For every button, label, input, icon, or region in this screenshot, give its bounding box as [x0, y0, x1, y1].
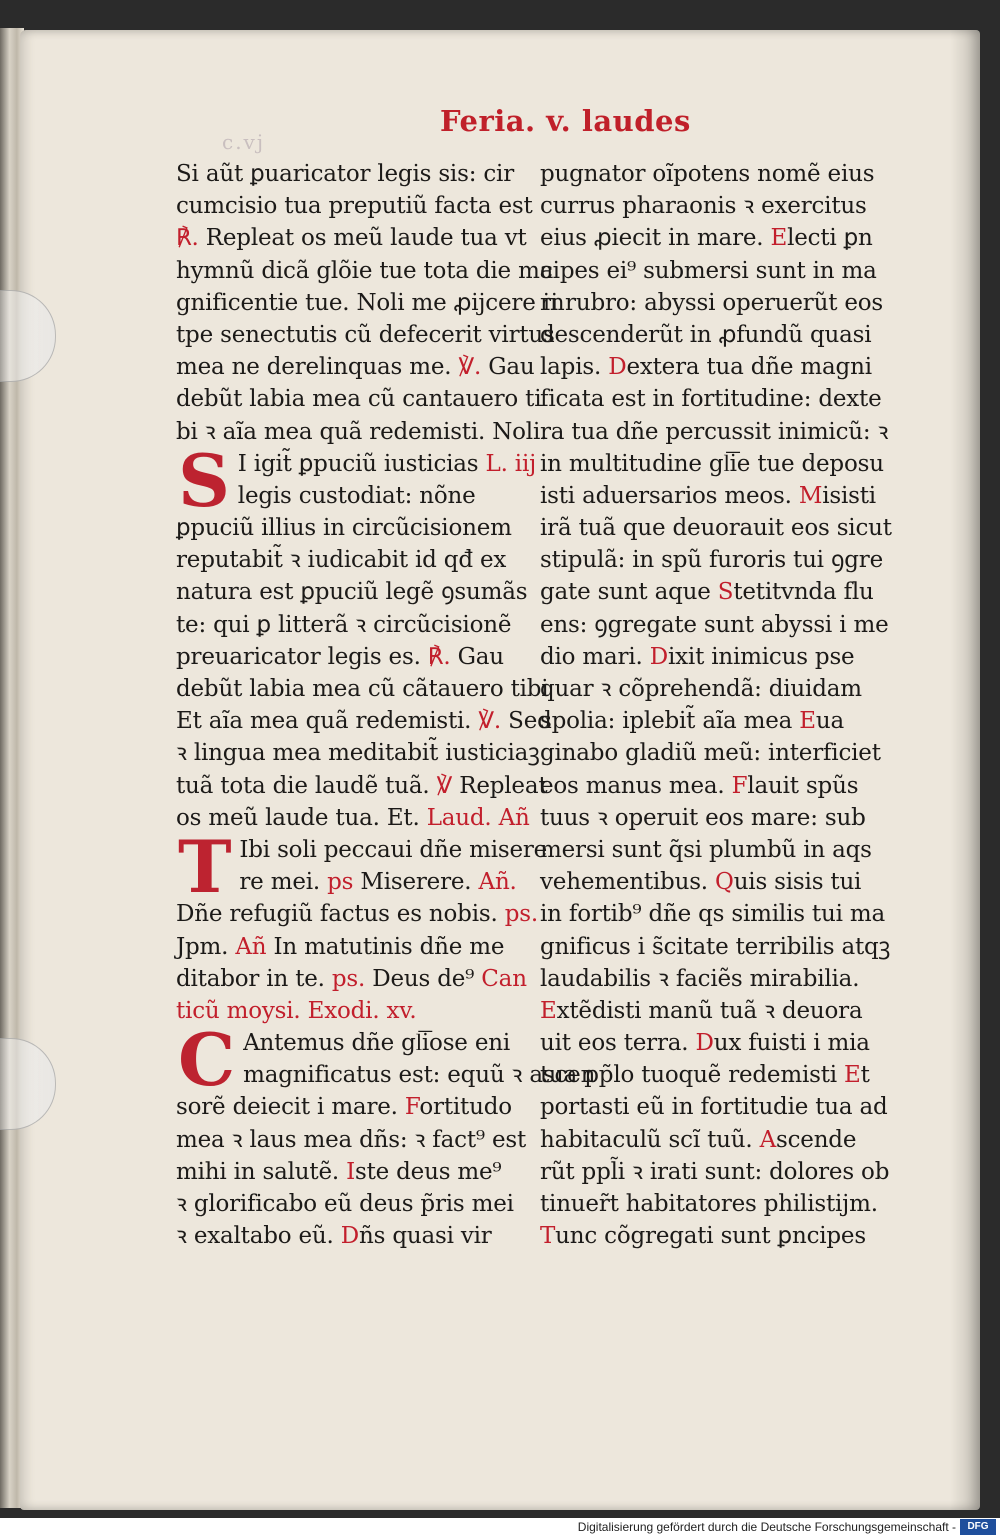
body-text: currus pharaonis ꝛ exercitus — [540, 193, 867, 220]
body-text: laudabilis ꝛ faciẽs mirabilia. — [540, 965, 860, 992]
text-line — [540, 737, 881, 769]
body-text: extera tua dñe magni — [626, 354, 872, 381]
text-line — [540, 705, 872, 737]
body-text: debũt labia mea cũ cãtauero tibi — [176, 676, 549, 702]
body-text: gate sunt aque — [540, 579, 718, 606]
text-line — [540, 480, 876, 512]
text-line — [176, 1124, 527, 1156]
body-text: eos manus mea. — [540, 772, 732, 799]
text-line — [176, 512, 518, 544]
body-text: habitaculũ scĩ tuũ. — [540, 1126, 760, 1153]
body-text: bi ꝛ aĩa mea quã redemisti. Noli. — [176, 418, 548, 445]
page-number: c.vj — [222, 130, 266, 154]
rubric-text: D — [340, 1223, 359, 1250]
body-text: Dñe refugiũ factus es nobis. — [176, 901, 505, 928]
body-text: tuã tota die laudẽ tuã. — [176, 772, 437, 799]
body-text: isti aduersarios meos. — [540, 482, 799, 509]
text-line — [176, 1156, 518, 1188]
body-text: quar ꝛ cõprehendã: diuidam — [540, 676, 862, 702]
body-text: hymnũ dicã glõie tue tota die ma — [176, 257, 554, 284]
text-line — [540, 641, 872, 673]
text-line — [176, 158, 518, 190]
text-line — [540, 383, 882, 415]
body-text: Gau — [481, 354, 535, 381]
body-text: descenderũt in ꝓfundũ quasi — [540, 321, 872, 348]
text-line — [540, 1124, 872, 1156]
rubric-text: E — [844, 1062, 861, 1089]
text-line — [540, 1027, 872, 1059]
rubric-text: E — [799, 708, 816, 735]
body-text: isisti — [822, 482, 876, 509]
body-text: rũt ppl̃i ꝛ irati sunt: dolores ob — [540, 1158, 890, 1185]
text-line — [540, 1091, 888, 1123]
rubric-text: D — [608, 354, 627, 381]
text-line — [176, 576, 528, 608]
body-text: in multitudine gl͞ie tue deposu — [540, 450, 884, 477]
rubric-text: E — [770, 225, 788, 252]
text-line — [176, 1220, 518, 1252]
body-text: pugnator oĩpotens nomẽ eius — [540, 161, 875, 187]
body-text: Ibi soli peccaui dñe misere — [239, 836, 548, 863]
initial-capital: S — [178, 437, 230, 523]
footer-credit: Digitalisierung gefördert durch die Deutsche Forschungsgemeinschaft - — [577, 1520, 956, 1534]
text-line — [540, 963, 872, 995]
text-line — [540, 1220, 872, 1252]
body-text: t — [860, 1062, 870, 1089]
text-line — [540, 995, 872, 1027]
body-text: dio mari. — [540, 643, 650, 670]
text-line — [540, 416, 889, 448]
body-text: Antemus dñe gl͞iose eni — [243, 1030, 511, 1057]
body-text: mersi sunt q̃si plumbũ in aqs — [540, 836, 872, 863]
body-text: tpe senectutis cũ defecerit virtus — [176, 321, 555, 348]
text-line — [540, 158, 875, 190]
text-line — [176, 190, 533, 222]
rubric-text: F — [731, 772, 748, 799]
text-line — [540, 931, 891, 963]
body-text: ua — [815, 708, 845, 735]
text-line — [176, 963, 527, 995]
body-text: Repleat — [452, 772, 548, 799]
text-line — [176, 898, 538, 930]
body-text: mihi in salutẽ. — [176, 1158, 347, 1185]
body-text: ditabor in te. — [176, 965, 332, 992]
text-line — [176, 222, 527, 254]
rubric-text: L. iij — [485, 450, 537, 477]
text-line — [176, 737, 540, 769]
body-text: tinuer̃t habitatores philistijm. — [540, 1191, 878, 1217]
text-line — [540, 319, 872, 351]
text-line — [540, 544, 883, 576]
body-text: ens: ꝯgregate sunt abyssi i me — [540, 611, 889, 638]
text-line — [176, 255, 554, 287]
body-text: ixit inimicus pse — [667, 643, 855, 670]
text-line — [176, 351, 535, 383]
rubric-text: ℣. — [458, 354, 482, 381]
text-line — [176, 673, 549, 705]
text-line — [176, 287, 565, 319]
rubric-text: E — [540, 997, 557, 1024]
text-line — [176, 319, 555, 351]
rubric-text: ps. — [504, 901, 538, 928]
text-line — [176, 609, 518, 641]
text-column-right — [540, 158, 892, 1252]
body-text: sorẽ deiecit i mare. — [176, 1094, 405, 1121]
running-head: Feria. v. laudes — [440, 104, 691, 138]
text-line — [176, 705, 552, 737]
body-text: I igit̃ ꝑpuciũ iusticias — [237, 450, 486, 477]
body-text: mea ne derelinquas me. — [176, 354, 459, 381]
rubric-text: ticũ moysi. Exodi. xv. — [176, 997, 417, 1024]
body-text: reputabit̃ ꝛ iudicabit id qđ ex — [176, 547, 507, 574]
text-line — [540, 1156, 890, 1188]
rubric-text: ℣. — [478, 708, 502, 735]
text-line — [540, 190, 872, 222]
body-text: tua pp̃lo tuoquẽ redemisti — [540, 1062, 845, 1089]
rubric-text: M — [798, 482, 823, 509]
text-line — [540, 866, 872, 898]
text-line — [540, 287, 884, 319]
body-text: ux fuisti i mia — [713, 1030, 870, 1057]
text-line — [176, 1188, 518, 1220]
rubric-text: Añ — [235, 933, 267, 960]
body-text: Gau — [450, 643, 504, 670]
rubric-text: Laud. Añ — [426, 804, 530, 831]
body-text: lecti ꝑn — [787, 225, 873, 252]
rubric-text: ℟. — [176, 225, 206, 252]
text-line — [540, 1059, 872, 1091]
text-line — [176, 544, 518, 576]
rubric-text: Añ. — [478, 869, 517, 896]
dfg-logo: DFG — [960, 1519, 996, 1535]
body-text: lauit spũs — [747, 772, 859, 799]
body-text: tetitvnda flu — [733, 579, 874, 606]
text-line — [540, 1188, 878, 1220]
body-text: ꝑpuciũ illius in circũcisionem — [176, 515, 512, 542]
body-text: portasti eũ in fortitudie tua ad — [540, 1094, 888, 1121]
body-text: ri rubro: abyssi operuerũt eos — [540, 289, 884, 316]
text-line — [540, 673, 872, 705]
body-text: ꝛ glorificabo eũ deus p̃ris mei — [176, 1191, 514, 1217]
body-text: natura est ꝑpuciũ legẽ ꝯsumãs — [176, 579, 528, 606]
body-text: preuaricator legis es. — [176, 643, 428, 670]
rubric-text: F — [404, 1094, 420, 1121]
text-line — [540, 576, 872, 608]
body-text: uit eos terra. — [540, 1030, 696, 1057]
rubric-text: D — [695, 1030, 714, 1057]
text-line — [540, 770, 872, 802]
text-line — [540, 898, 885, 930]
body-text: ste deus me⁹ — [354, 1158, 502, 1185]
text-line — [540, 255, 877, 287]
body-text: ꝛ exaltabo eũ. — [176, 1223, 341, 1250]
text-line — [176, 770, 548, 802]
body-text: spolia: iplebit̃ aĩa mea — [540, 708, 800, 735]
body-text: Et aĩa mea quã redemisti. — [176, 708, 479, 735]
body-text: Jpm. — [176, 933, 236, 960]
rubric-text: Q — [715, 869, 734, 896]
text-line — [176, 995, 518, 1027]
text-line — [176, 931, 518, 963]
body-text: os meũ laude tua. Et. — [176, 804, 427, 831]
body-text: eius ꝓiecit in mare. — [540, 225, 771, 252]
text-line — [540, 834, 872, 866]
rubric-text: A — [759, 1126, 776, 1153]
rubric-text: ps. — [331, 965, 366, 992]
body-text: debũt labia mea cũ cantauero ti — [176, 386, 542, 413]
page-shadow — [950, 30, 980, 1510]
body-text: ra tua dñe percussit inimicũ: ꝛ — [540, 418, 889, 445]
rubric-text: T — [540, 1223, 556, 1250]
body-text: gnificus i s̃citate terribilis atqꝫ — [540, 933, 891, 960]
body-text: uis sisis tui — [733, 869, 862, 896]
body-text: ꝛ lingua mea meditabit̃ iusticiaꝫ — [176, 740, 540, 767]
body-text: cumcisio tua preputiũ facta est — [176, 193, 533, 220]
rubric-text: ℟. — [427, 643, 451, 670]
body-text: in fortib⁹ dñe qs similis tui ma — [540, 901, 885, 928]
initial-capital: C — [178, 1017, 236, 1103]
body-text: tuus ꝛ operuit eos mare: sub — [540, 804, 866, 831]
text-line — [176, 641, 518, 673]
body-text: legis custodiat: nõne — [237, 482, 476, 509]
body-text: Repleat os meũ laude tua vt — [205, 225, 527, 252]
body-text: re mei. — [239, 869, 328, 896]
body-text: gnificentie tue. Noli me ꝓijcere in — [176, 289, 565, 316]
body-text: vehementibus. — [540, 869, 716, 896]
rubric-text: ps — [327, 869, 354, 896]
body-text: Miserere. — [353, 869, 479, 896]
body-text: ficata est in fortitudine: dexte — [540, 386, 882, 413]
text-line — [176, 416, 548, 448]
body-text: cipes ei⁹ submersi sunt in ma — [540, 257, 877, 284]
text-line — [540, 609, 889, 641]
text-line — [540, 448, 884, 480]
body-text: stipulã: in spũ furoris tui ꝯgre — [540, 547, 883, 574]
rubric-text: ℣ — [436, 772, 453, 799]
running-head-container — [440, 104, 760, 144]
body-text: xtẽdisti manũ tuã ꝛ deuora — [556, 997, 863, 1024]
initial-capital: T — [178, 823, 232, 909]
text-line — [176, 1091, 518, 1123]
body-text: Sed — [501, 708, 552, 735]
text-line — [176, 802, 530, 834]
body-text: ñs quasi vir — [359, 1223, 492, 1250]
text-line — [540, 351, 872, 383]
text-line — [540, 802, 872, 834]
rubric-text: S — [717, 579, 734, 606]
body-text: magnificatus est: equũ ꝛ ascen — [243, 1062, 596, 1089]
body-text: mea ꝛ laus mea dñs: ꝛ fact⁹ est — [176, 1126, 527, 1153]
body-text: Deus de⁹ — [365, 965, 482, 992]
body-text: Si aũt ꝑuaricator legis sis: cir — [176, 161, 514, 187]
text-line — [540, 222, 872, 254]
body-text: scende — [776, 1126, 857, 1153]
rubric-text: D — [649, 643, 668, 670]
body-text: lapis. — [540, 354, 609, 381]
body-text: unc cõgregati sunt ꝑncipes — [555, 1223, 866, 1250]
body-text: irã tuã que deuorauit eos sicut — [540, 515, 892, 542]
body-text: In matutinis dñe me — [266, 933, 505, 960]
body-text: te: qui ꝑ litterã ꝛ circũcisionẽ — [176, 611, 512, 638]
body-text: ortitudo — [419, 1094, 512, 1121]
text-line — [176, 383, 542, 415]
text-line — [540, 512, 892, 544]
rubric-text: Can — [481, 965, 527, 992]
rubric-text: I — [346, 1158, 355, 1185]
body-text: ginabo gladiũ meũ: interficiet — [540, 740, 881, 767]
